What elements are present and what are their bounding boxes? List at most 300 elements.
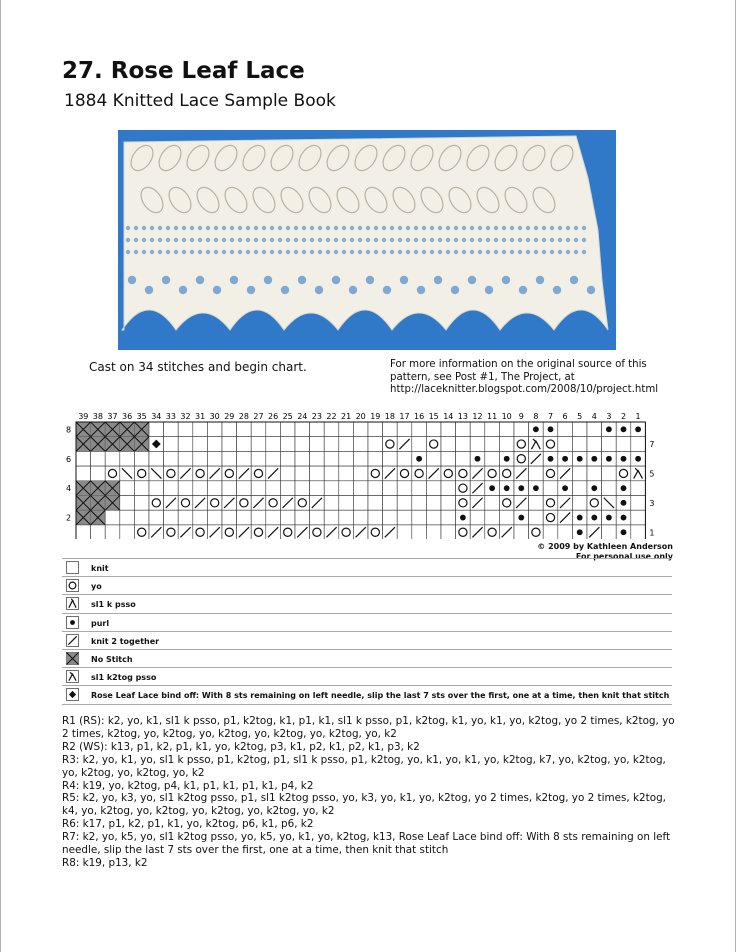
chart-cell — [324, 437, 339, 452]
chart-cell — [543, 466, 558, 481]
chart-column-number: 1 — [635, 412, 641, 421]
chart-cell — [470, 422, 485, 437]
chart-cell — [222, 496, 237, 511]
page-subtitle: 1884 Knitted Lace Sample Book — [64, 91, 336, 111]
chart-column-number: 38 — [92, 412, 103, 421]
chart-cell — [76, 451, 91, 466]
chart-cell — [324, 466, 339, 481]
chart-column-number: 5 — [577, 412, 583, 421]
chart-cell — [295, 466, 310, 481]
chart-cell — [602, 481, 617, 496]
chart-cell — [353, 496, 368, 511]
chart-cell — [383, 466, 398, 481]
purl-icon — [66, 616, 79, 629]
chart-cell — [514, 496, 529, 511]
chart-column-number: 17 — [399, 412, 410, 421]
chart-cell — [412, 510, 427, 525]
chart-column-number: 24 — [297, 412, 308, 421]
chart-cell — [441, 496, 456, 511]
chart-cell — [193, 451, 208, 466]
chart-column-number: 20 — [355, 412, 366, 421]
chart-cell — [310, 510, 325, 525]
chart-cell — [295, 437, 310, 452]
chart-cell — [558, 525, 573, 539]
chart-cell — [602, 525, 617, 539]
chart-cell — [120, 422, 135, 437]
legend-row — [62, 577, 672, 595]
chart-cell — [164, 496, 179, 511]
chart-cell — [193, 481, 208, 496]
chart-column-number: 22 — [326, 412, 337, 421]
chart-cell — [587, 451, 602, 466]
chart-cell — [499, 466, 514, 481]
chart-cell — [120, 510, 135, 525]
chart-row-number: 8 — [66, 425, 72, 435]
chart-cell — [105, 525, 120, 539]
legend-label: sl1 k psso — [91, 600, 136, 610]
chart-cell — [587, 437, 602, 452]
k2tog-icon — [66, 634, 79, 647]
chart-column-number: 6 — [562, 412, 568, 421]
chart-cell — [587, 481, 602, 496]
chart-cell — [280, 466, 295, 481]
chart-cell — [266, 481, 281, 496]
chart-cell — [310, 466, 325, 481]
chart-cell — [266, 422, 281, 437]
chart-cell — [120, 437, 135, 452]
chart-cell — [207, 466, 222, 481]
chart-cell — [470, 496, 485, 511]
chart-cell — [105, 496, 120, 511]
chart-cell — [412, 525, 427, 539]
chart-cell — [514, 510, 529, 525]
chart-cell — [499, 496, 514, 511]
source-info-note — [390, 359, 700, 397]
chart-column-number: 8 — [533, 412, 539, 421]
chart-cell — [426, 422, 441, 437]
chart-cell — [237, 496, 252, 511]
chart-column-number: 28 — [238, 412, 249, 421]
chart-cell — [76, 481, 91, 496]
chart-cell — [339, 525, 354, 539]
chart-cell — [207, 496, 222, 511]
chart-column-number: 2 — [620, 412, 627, 421]
chart-cell — [237, 525, 252, 539]
chart-cell — [105, 451, 120, 466]
chart-cell — [616, 510, 631, 525]
chart-cell — [280, 525, 295, 539]
chart-cell — [105, 510, 120, 525]
chart-cell — [149, 481, 164, 496]
source-info-line: For more information on the original source of this — [390, 359, 647, 370]
chart-cell — [91, 510, 106, 525]
page-border-left — [0, 0, 1, 952]
chart-cell — [441, 451, 456, 466]
chart-cell — [631, 525, 646, 539]
chart-cell — [543, 451, 558, 466]
chart-cell — [149, 451, 164, 466]
chart-cell — [456, 422, 471, 437]
chart-column-number: 31 — [195, 412, 206, 421]
chart-column-number: 35 — [136, 412, 147, 421]
legend-label: yo — [91, 582, 102, 592]
chart-cell — [91, 437, 106, 452]
chart-cell — [193, 466, 208, 481]
chart-cell — [105, 466, 120, 481]
chart-cell — [558, 422, 573, 437]
chart-column-number: 26 — [268, 412, 279, 421]
chart-cell — [543, 422, 558, 437]
chart-cell — [91, 496, 106, 511]
chart-column-number: 36 — [122, 412, 133, 421]
chart-cell — [237, 481, 252, 496]
chart-cell — [587, 510, 602, 525]
chart-cell — [207, 481, 222, 496]
chart-cell — [572, 481, 587, 496]
chart-cell — [339, 496, 354, 511]
chart-row-number: 5 — [649, 469, 655, 479]
row-instruction: R2 (WS): k13, p1, k2, p1, k1, yo, k2tog, p3, k1, p2, k1, p2, k1, p3, k2 — [62, 740, 420, 753]
chart-column-number: 9 — [518, 412, 524, 421]
chart-cell — [280, 451, 295, 466]
chart-cell — [529, 525, 544, 539]
chart-cell — [339, 437, 354, 452]
chart-column-number: 34 — [151, 412, 162, 421]
chart-cell — [207, 451, 222, 466]
chart-cell — [616, 466, 631, 481]
chart-cell — [397, 525, 412, 539]
chart-column-number: 11 — [487, 412, 498, 421]
chart-row-number: 7 — [649, 440, 655, 450]
chart-cell — [514, 437, 529, 452]
lace-sample-photo — [118, 130, 616, 350]
chart-cell — [456, 496, 471, 511]
chart-cell — [529, 496, 544, 511]
chart-cell — [193, 510, 208, 525]
chart-cell — [120, 466, 135, 481]
chart-cell — [543, 510, 558, 525]
chart-cell — [120, 451, 135, 466]
chart-cell — [529, 466, 544, 481]
chart-cell — [368, 451, 383, 466]
chart-column-number: 19 — [370, 412, 381, 421]
chart-column-number: 32 — [180, 412, 191, 421]
chart-column-number: 7 — [547, 412, 554, 421]
chart-cell — [280, 422, 295, 437]
chart-cell — [383, 451, 398, 466]
chart-cell — [324, 525, 339, 539]
chart-cell — [397, 422, 412, 437]
chart-cell — [426, 481, 441, 496]
chart-cell — [456, 437, 471, 452]
chart-cell — [178, 481, 193, 496]
chart-cell — [602, 466, 617, 481]
chart-cell — [353, 466, 368, 481]
chart-cell — [456, 481, 471, 496]
chart-cell — [616, 422, 631, 437]
chart-cell — [295, 451, 310, 466]
sl1-k2tog-psso-icon — [66, 670, 79, 683]
chart-cell — [324, 481, 339, 496]
chart-cell — [164, 451, 179, 466]
chart-cell — [91, 422, 106, 437]
chart-cell — [91, 481, 106, 496]
chart-cell — [134, 466, 149, 481]
chart-cell — [441, 437, 456, 452]
cast-on-note: Cast on 34 stitches and begin chart. — [89, 360, 307, 374]
chart-cell — [514, 422, 529, 437]
copyright-line: © 2009 by Kathleen Anderson — [537, 542, 673, 551]
chart-cell — [383, 481, 398, 496]
chart-cell — [251, 510, 266, 525]
chart-cell — [76, 510, 91, 525]
chart-cell — [543, 481, 558, 496]
source-info-url[interactable]: http://laceknitter.blogspot.com/2008/10/project.html — [390, 384, 659, 395]
chart-cell — [470, 437, 485, 452]
chart-cell — [368, 496, 383, 511]
legend-label: knit — [91, 564, 109, 573]
chart-cell — [193, 422, 208, 437]
chart-cell — [368, 437, 383, 452]
chart-cell — [397, 466, 412, 481]
chart-cell — [353, 481, 368, 496]
chart-cell — [587, 466, 602, 481]
row-instruction: R6: k17, p1, k2, p1, k1, yo, k2tog, p6, k1, p6, k2 — [62, 818, 314, 831]
legend-label: purl — [91, 618, 110, 628]
row-instruction: R1 (RS): k2, yo, k1, sl1 k psso, p1, k2tog, k1, p1, k1, sl1 k psso, p1, k2tog, k1, yo, k1, yo, k2tog, yo 2 times, k2tog, yo 2 times, k2tog, yo, k2tog, yo, k2tog, yo, k2tog, yo, k2tog, yo, k2 — [62, 715, 675, 740]
chart-cell — [266, 496, 281, 511]
chart-cell — [397, 437, 412, 452]
chart-cell — [353, 510, 368, 525]
chart-cell — [280, 510, 295, 525]
legend-label: No Stitch — [91, 654, 133, 664]
chart-cell — [383, 496, 398, 511]
chart-column-number: 3 — [606, 412, 612, 421]
chart-cell — [602, 422, 617, 437]
chart-cell — [134, 451, 149, 466]
chart-cell — [514, 451, 529, 466]
chart-cell — [178, 437, 193, 452]
chart-column-number: 12 — [472, 412, 483, 421]
personal-use-line: For personal use only — [575, 552, 673, 561]
chart-cell — [543, 496, 558, 511]
chart-column-number: 29 — [224, 412, 235, 421]
chart-cell — [529, 437, 544, 452]
chart-cell — [412, 496, 427, 511]
chart-cell — [76, 466, 91, 481]
chart-cell — [222, 481, 237, 496]
chart-cell — [339, 451, 354, 466]
legend-row — [62, 668, 672, 686]
chart-cell — [587, 422, 602, 437]
chart-cell — [149, 510, 164, 525]
chart-cell — [558, 481, 573, 496]
chart-cell — [149, 422, 164, 437]
chart-cell — [616, 451, 631, 466]
chart-row-number: 1 — [649, 528, 655, 538]
chart-cell — [602, 437, 617, 452]
chart-cell — [353, 437, 368, 452]
chart-cell — [105, 422, 120, 437]
chart-cell — [470, 525, 485, 539]
chart-cell — [616, 496, 631, 511]
chart-cell — [134, 422, 149, 437]
chart-cell — [310, 451, 325, 466]
chart-cell — [558, 437, 573, 452]
chart-cell — [485, 496, 500, 511]
yo-icon — [66, 579, 79, 592]
chart-cell — [222, 437, 237, 452]
chart-cell — [91, 525, 106, 539]
chart-cell — [310, 525, 325, 539]
chart-cell — [266, 451, 281, 466]
row-instruction: R7: k2, yo, k5, yo, sl1 k2tog psso, yo, k5, yo, k1, yo, k2tog, k13, Rose Leaf Lace bind off: With 8 sts remaining on left needle, slip the last 7 sts over the first, one at a time, then knit that stitch — [62, 831, 671, 857]
chart-cell — [456, 525, 471, 539]
chart-cell — [558, 496, 573, 511]
chart-cell — [412, 466, 427, 481]
chart-cell — [426, 451, 441, 466]
chart-cell — [207, 437, 222, 452]
chart-cell — [412, 422, 427, 437]
chart-column-number: 39 — [78, 412, 89, 421]
chart-cell — [251, 481, 266, 496]
chart-column-number: 30 — [209, 412, 220, 421]
legend-row — [62, 558, 672, 577]
chart-column-number: 10 — [501, 412, 512, 421]
chart-cell — [353, 451, 368, 466]
chart-cell — [76, 437, 91, 452]
chart-cell — [426, 437, 441, 452]
chart-cell — [222, 525, 237, 539]
chart-cell — [572, 437, 587, 452]
chart-cell — [499, 437, 514, 452]
chart-cell — [207, 525, 222, 539]
chart-cell — [164, 466, 179, 481]
chart-cell — [164, 437, 179, 452]
chart-cell — [353, 525, 368, 539]
chart-cell — [558, 510, 573, 525]
knit-icon — [66, 561, 79, 574]
chart-cell — [572, 451, 587, 466]
page-title: 27. Rose Leaf Lace — [62, 58, 305, 84]
chart-cell — [178, 510, 193, 525]
chart-cell — [558, 466, 573, 481]
chart-cell — [324, 496, 339, 511]
chart-cell — [631, 510, 646, 525]
chart-cell — [120, 481, 135, 496]
chart-cell — [616, 481, 631, 496]
chart-cell — [485, 451, 500, 466]
chart-cell — [134, 496, 149, 511]
chart-cell — [426, 510, 441, 525]
chart-cell — [280, 496, 295, 511]
row-instruction: R8: k19, p13, k2 — [62, 856, 148, 869]
row-instruction: R3: k2, yo, k1, yo, sl1 k psso, p1, k2tog, p1, sl1 k psso, p1, k2tog, yo, k1, yo, k1, yo, k2tog, k7, yo, k2tog, yo, k2tog, yo, k2tog, yo, k2tog, yo, k2 — [62, 753, 666, 779]
chart-row-number: 6 — [66, 454, 72, 464]
chart-cell — [397, 481, 412, 496]
chart-cell — [485, 437, 500, 452]
chart-cell — [397, 510, 412, 525]
chart-cell — [193, 496, 208, 511]
chart-cell — [441, 525, 456, 539]
chart-cell — [441, 481, 456, 496]
chart-cell — [631, 451, 646, 466]
chart-cell — [514, 481, 529, 496]
legend-row — [62, 650, 672, 668]
chart-cell — [324, 451, 339, 466]
chart-cell — [280, 437, 295, 452]
chart-column-number: 27 — [253, 412, 264, 421]
chart-cell — [324, 422, 339, 437]
chart-cell — [397, 451, 412, 466]
chart-cell — [178, 451, 193, 466]
chart-cell — [631, 496, 646, 511]
sl1-k-psso-icon — [66, 597, 79, 610]
chart-cell — [485, 422, 500, 437]
chart-cell — [426, 525, 441, 539]
chart-cell — [412, 481, 427, 496]
chart-cell — [426, 496, 441, 511]
row-instruction: R5: k2, yo, k3, yo, sl1 k2tog psso, p1, sl1 k2tog psso, yo, k3, yo, k1, yo, k2tog, yo 2 times, k2tog, yo 2 times, k2tog, k4, yo, k2tog, yo, k2tog, yo, k2tog, yo, k2tog, yo, k2 — [62, 792, 666, 818]
chart-cell — [529, 481, 544, 496]
chart-cell — [339, 422, 354, 437]
chart-cell — [207, 510, 222, 525]
legend-label: Rose Leaf Lace bind off: With 8 sts remaining on left needle, slip the last 7 sts over the first, one at a time, then knit that stitch — [91, 691, 670, 701]
chart-cell — [572, 525, 587, 539]
chart-cell — [543, 437, 558, 452]
chart-cell — [91, 466, 106, 481]
chart-cell — [164, 481, 179, 496]
lace-photo-drawing — [118, 130, 616, 350]
chart-cell — [558, 451, 573, 466]
chart-cell — [310, 422, 325, 437]
chart-cell — [470, 481, 485, 496]
chart-cell — [310, 481, 325, 496]
chart-cell — [324, 510, 339, 525]
chart-cell — [222, 510, 237, 525]
chart-cell — [441, 422, 456, 437]
chart-legend — [62, 558, 672, 705]
chart-cell — [222, 422, 237, 437]
chart-cell — [485, 481, 500, 496]
chart-cell — [164, 525, 179, 539]
chart-cell — [76, 496, 91, 511]
chart-cell — [470, 510, 485, 525]
chart-cell — [456, 451, 471, 466]
chart-row-number: 3 — [649, 498, 655, 508]
chart-cell — [164, 422, 179, 437]
chart-cell — [105, 437, 120, 452]
chart-cell — [339, 481, 354, 496]
chart-cell — [470, 451, 485, 466]
chart-cell — [499, 525, 514, 539]
chart-column-number: 14 — [443, 412, 454, 421]
chart-cell — [456, 510, 471, 525]
chart-cell — [602, 451, 617, 466]
chart-cell — [76, 422, 91, 437]
chart-cell — [310, 437, 325, 452]
chart-cell — [572, 510, 587, 525]
chart-cell — [251, 496, 266, 511]
knitting-chart — [62, 409, 674, 539]
chart-cell — [120, 496, 135, 511]
chart-cell — [251, 525, 266, 539]
chart-cell — [397, 496, 412, 511]
chart-cell — [251, 451, 266, 466]
chart-cell — [149, 466, 164, 481]
chart-cell — [499, 422, 514, 437]
chart-cell — [295, 510, 310, 525]
